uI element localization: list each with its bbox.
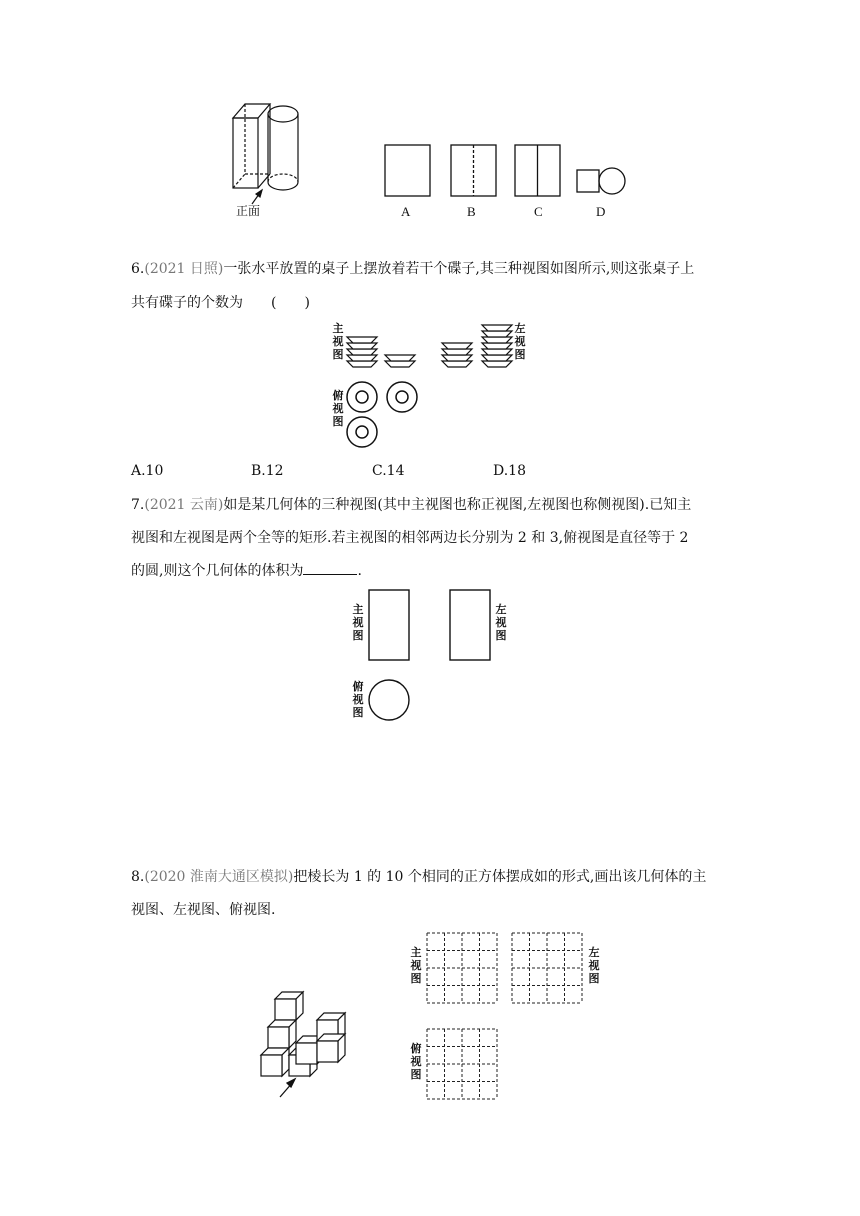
q6-left-stack2-plate-4 bbox=[482, 343, 512, 349]
q8-left-view-label: 左视图 bbox=[588, 946, 600, 985]
q6-choice-a: A.10 bbox=[131, 463, 164, 479]
q6-front-stack1-plate-3 bbox=[347, 349, 377, 355]
q7-left-view-label: 左视图 bbox=[495, 603, 507, 642]
q6-top-plate-1-inner bbox=[356, 391, 368, 403]
q8-top-view-label: 俯视图 bbox=[410, 1042, 422, 1081]
option-c-label: C bbox=[534, 204, 543, 219]
q8-cube-col1-top bbox=[275, 992, 303, 1020]
q8-text-line1: 把棱长为 1 的 10 个相同的正方体摆成如的形式,画出该几何体的主 bbox=[293, 869, 707, 885]
q7-text-line2: 视图和左视图是两个全等的矩形.若主视图的相邻两边长分别为 2 和 3,俯视图是直径等于 2 bbox=[131, 530, 689, 546]
q6-top-plate-1-outer bbox=[347, 382, 377, 412]
q7-top-view-label: 俯视图 bbox=[352, 680, 364, 719]
q6-top-plate-3-outer bbox=[347, 417, 377, 447]
q8-number: 8. bbox=[131, 869, 145, 885]
q6-front-stack2-plate-1 bbox=[385, 361, 415, 367]
q8-source: (2020 淮南大通区模拟) bbox=[144, 869, 294, 885]
q8-cube-col3-lower bbox=[317, 1034, 345, 1062]
q7-front-view-label: 主视图 bbox=[352, 603, 364, 642]
q6-left-view-label: 左视图 bbox=[514, 322, 526, 361]
q6-choice-b: B.12 bbox=[251, 463, 284, 479]
q6-front-stack1-plate-1 bbox=[347, 361, 377, 367]
q7-text-line1: 如是某几何体的三种视图(其中主视图也称正视图,左视图也称侧视图).已知主 bbox=[223, 497, 692, 513]
q8-stem-line1 bbox=[131, 866, 706, 888]
q8-cube-col2-bottom-front bbox=[289, 1048, 317, 1076]
q6-left-stack2-plate-1 bbox=[482, 361, 512, 367]
q7-source: (2021 云南) bbox=[144, 497, 224, 513]
option-c-view bbox=[515, 145, 560, 196]
q6-left-stack1-plate-1 bbox=[442, 361, 472, 367]
q6-front-view-label: 主视图 bbox=[332, 322, 344, 361]
q6-number: 6. bbox=[131, 261, 145, 277]
option-a-view bbox=[385, 145, 430, 196]
q6-front-stack2-plate-2 bbox=[385, 355, 415, 361]
front-direction-label: 正面 bbox=[236, 204, 261, 218]
q6-front-stack1-plate-4 bbox=[347, 343, 377, 349]
q6-left-stack2-plate-3 bbox=[482, 349, 512, 355]
q6-left-stack1-plate-4 bbox=[442, 343, 472, 349]
q6-source: (2021 日照) bbox=[144, 261, 224, 277]
q6-top-plate-2-inner bbox=[396, 391, 408, 403]
q8-front-direction-arrow bbox=[280, 1079, 295, 1097]
q6-top-plate-2-outer bbox=[387, 382, 417, 412]
q8-cube-col1-mid bbox=[268, 1020, 296, 1048]
q6-left-stack2-plate-7 bbox=[482, 325, 512, 331]
q6-left-stack2-plate-5 bbox=[482, 337, 512, 343]
q6-choice-c: C.14 bbox=[372, 463, 405, 479]
option-d-label: D bbox=[596, 204, 606, 219]
q8-cube-col2-bottom-back bbox=[296, 1036, 324, 1064]
q6-top-view-label: 俯视图 bbox=[332, 389, 344, 428]
q8-cube-col1-bottom bbox=[261, 1048, 289, 1076]
option-d-circle bbox=[599, 168, 625, 194]
q7-stem-line1 bbox=[131, 494, 691, 516]
q7-answer-blank[interactable] bbox=[303, 560, 357, 575]
q7-front-rect bbox=[369, 590, 409, 660]
q8-top-grid bbox=[427, 1029, 497, 1099]
q6-left-stack2-plate-6 bbox=[482, 331, 512, 337]
option-b-label: B bbox=[467, 204, 476, 219]
q6-top-plate-3-inner bbox=[356, 426, 368, 438]
q6-left-stack1-plate-2 bbox=[442, 355, 472, 361]
option-b-view bbox=[451, 145, 496, 196]
q6-text-line2: 共有碟子的个数为 bbox=[131, 295, 243, 311]
q6-answer-paren: ( ) bbox=[271, 295, 310, 311]
option-a-label: A bbox=[401, 204, 411, 219]
q7-text-line3: 的圆,则这个几何体的体积为 bbox=[131, 563, 304, 579]
q8-text-line2: 视图、左视图、俯视图. bbox=[131, 902, 276, 918]
q6-front-stack1-plate-5 bbox=[347, 337, 377, 343]
q6-text-line1: 一张水平放置的桌子上摆放着若干个碟子,其三种视图如图所示,则这张桌子上 bbox=[223, 261, 695, 277]
q8-front-view-label: 主视图 bbox=[410, 946, 422, 985]
q7-top-circle bbox=[369, 680, 409, 720]
q7-left-rect bbox=[450, 590, 490, 660]
q6-choice-d: D.18 bbox=[493, 463, 526, 479]
q7-stem-line3: 的圆,则这个几何体的体积为 . bbox=[131, 560, 362, 582]
q6-stem-line2 bbox=[131, 292, 310, 314]
q6-stem-line1 bbox=[131, 258, 694, 280]
q8-cube-col3-upper bbox=[317, 1013, 345, 1041]
q6-left-stack2-plate-2 bbox=[482, 355, 512, 361]
q6-left-stack1-plate-3 bbox=[442, 349, 472, 355]
q7-number: 7. bbox=[131, 497, 145, 513]
q8-left-grid bbox=[512, 933, 582, 1003]
q6-front-stack1-plate-2 bbox=[347, 355, 377, 361]
q8-front-grid bbox=[427, 933, 497, 1003]
option-d-square bbox=[577, 170, 599, 192]
